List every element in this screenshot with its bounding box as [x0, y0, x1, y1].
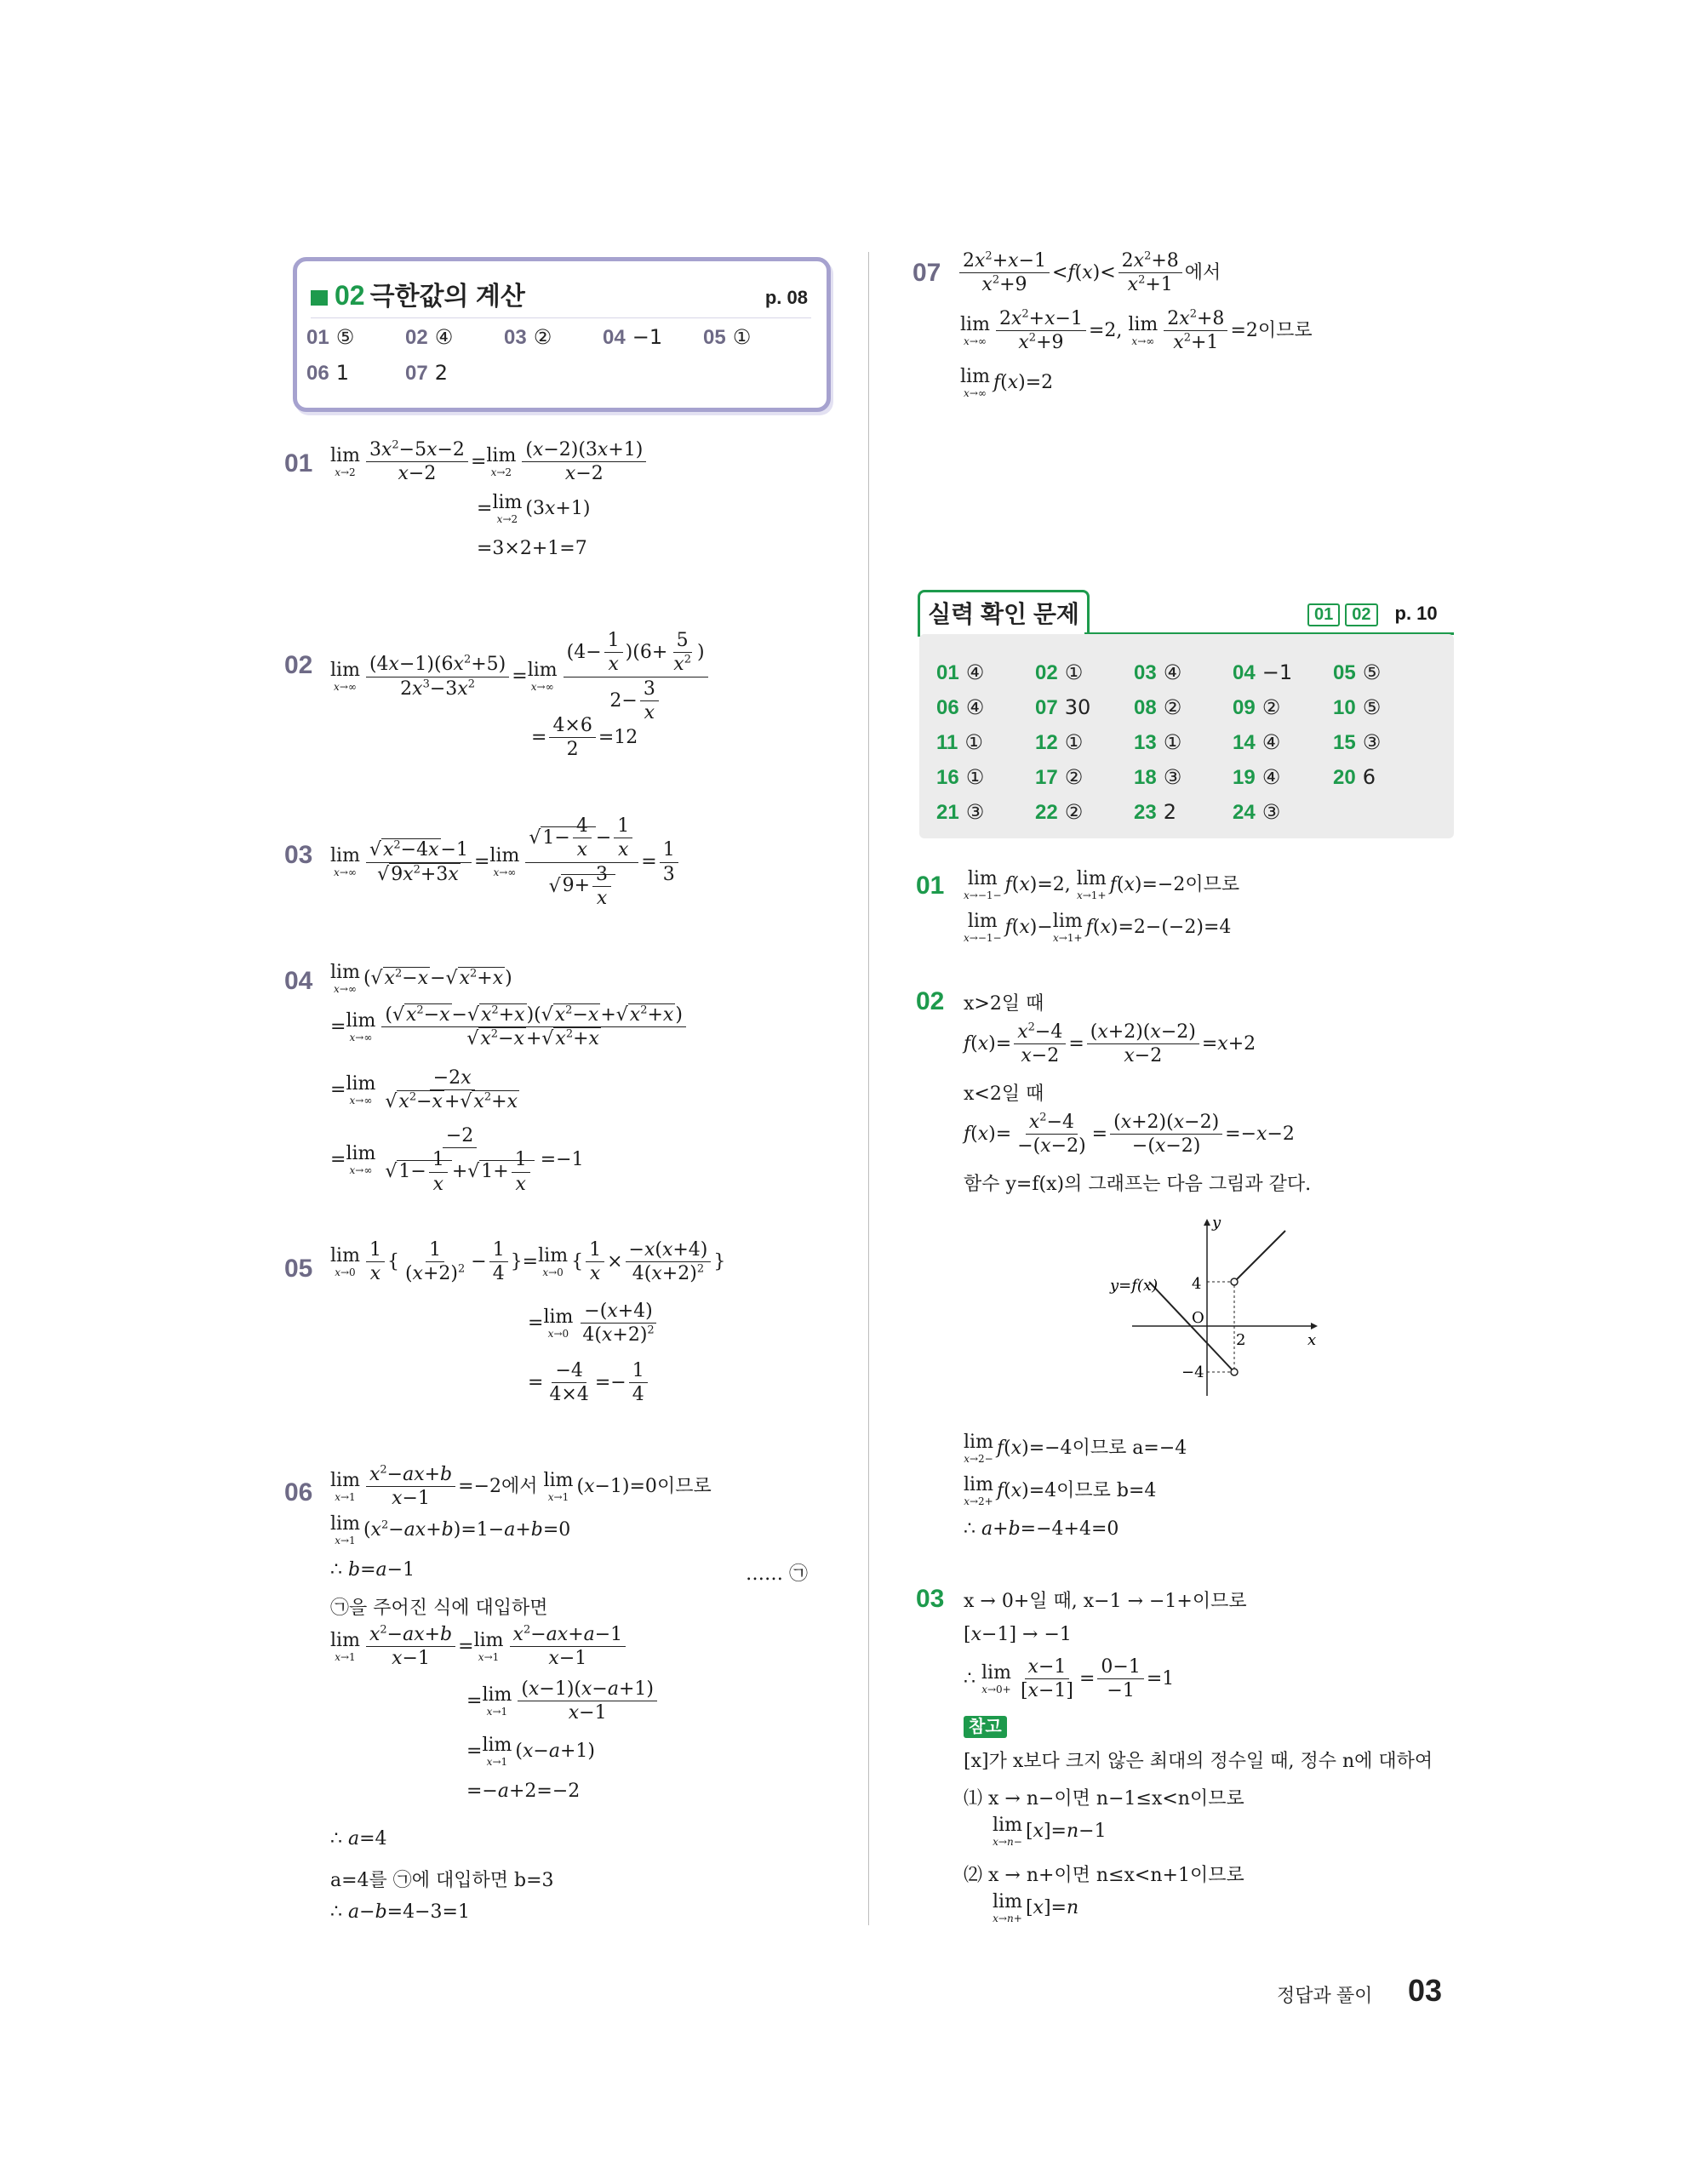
- solution-06-line10: a=4를 ㉠에 대입하면 b=3: [330, 1870, 554, 1891]
- solution-06-line3: ∴ b=a−1: [330, 1559, 415, 1581]
- y-tick-4: 4: [1192, 1275, 1202, 1293]
- answer-item: 02 ④: [405, 325, 454, 349]
- answer-item: 06 1: [306, 361, 349, 385]
- answer-item: 20 6: [1333, 765, 1376, 789]
- divider: [311, 317, 811, 318]
- section-icon: [311, 290, 328, 306]
- solution-06-line6: = lim x→1 $\frac{(x-1)(x-a+1)}{x-1}$: [466, 1678, 660, 1724]
- check-02-line5: ∴ a+b=−4+4=0: [964, 1518, 1119, 1540]
- solution-05-line3: = $\frac{-4}{4\times 4}$ =− $\frac{1}{4}$: [528, 1360, 650, 1406]
- check-tags: [1302, 603, 1438, 626]
- problem-number: 04: [284, 967, 313, 995]
- solution-04-line3: = lim x→∞ $\frac{-2x}{√x^2-x+√x^2+x}$: [330, 1067, 518, 1113]
- answer-item: 08 ②: [1134, 695, 1182, 719]
- note-text: [x]가 x보다 크지 않은 최대의 정수일 때, 정수 n에 대하여: [964, 1751, 1433, 1772]
- note-item-1-formula: lim x→n− [x]=n−1: [993, 1815, 1107, 1848]
- answer-item: 03 ④: [1134, 660, 1182, 684]
- check-02-line4: lim x→2+ f(x)=4이므로 b=4: [964, 1474, 1157, 1507]
- origin-label: O: [1192, 1309, 1204, 1327]
- column-divider: [868, 252, 869, 1925]
- answer-item: 19 ④: [1233, 765, 1281, 789]
- footer-label: 정답과 풀이: [1277, 1985, 1373, 2006]
- equation-marker: …… ㉠: [746, 1564, 808, 1585]
- problem-number: 07: [913, 259, 941, 287]
- solution-07-line2: lim x→∞ $\frac{2x^2+x-1}{x^2+9}$ =2, lim x→∞ $\frac{2x^2+8}{x^2+1}$ =2이므로: [960, 307, 1313, 354]
- answer-item: 03 ②: [504, 325, 552, 349]
- answer-item: 06 ④: [936, 695, 985, 719]
- solution-01-line3: =3×2+1=7: [477, 538, 587, 559]
- y-tick-neg4: −4: [1181, 1364, 1204, 1381]
- answer-item: 16 ①: [936, 765, 985, 789]
- problem-number: 03: [284, 841, 313, 869]
- y-axis-arrow: [1204, 1219, 1210, 1226]
- check-01-line2: lim x→−1− f(x)− lim x→1+ f(x)=2−(−2)=4: [964, 911, 1232, 944]
- check-02-graph-text: 함수 y=f(x)의 그래프는 다음 그림과 같다.: [964, 1174, 1312, 1195]
- graph-line-right: [1234, 1231, 1285, 1282]
- y-axis-label: y: [1212, 1214, 1221, 1232]
- check-03-line1: x → 0+일 때, x−1 → −1+이므로: [964, 1591, 1247, 1612]
- problem-number: 01: [284, 449, 313, 477]
- note-item-1: ⑴ x → n−이면 n−1≤x<n이므로: [964, 1788, 1244, 1810]
- answer-item: 18 ③: [1134, 765, 1182, 789]
- answer-item: 21 ③: [936, 800, 985, 824]
- check-02-line2: f(x)= $\frac{x^2-4}{-(x-2)}$ = $\frac{(x+2)(x-2)}{-(x-2)}$ =−x−2: [964, 1111, 1295, 1158]
- answer-item: 13 ①: [1134, 730, 1182, 754]
- solution-07-line3: lim x→∞ f(x)=2: [960, 366, 1054, 399]
- problem-number: 01: [916, 872, 945, 900]
- solution-04-line1: lim x→∞ $(√x^2-x-√x^2+x)$: [330, 962, 512, 995]
- solution-05-line1: lim x→0 $\frac{1}{x}$ { $\frac{1}{(x+2)^2}$ − $\frac{1}{4}$ }= lim x→0 { $\frac{1}{x}$ × $\frac{-x(x+4)}{4(x+2)^2}$ }: [330, 1239, 726, 1285]
- open-point-lower: [1231, 1369, 1238, 1375]
- answer-item: 22 ②: [1035, 800, 1084, 824]
- answer-item: 05 ⑤: [1333, 660, 1382, 684]
- solution-02-line2: = $\frac{4\times 6}{2}$ =12: [531, 715, 638, 761]
- solution-01-line2: = lim x→2 (3x+1): [477, 492, 591, 525]
- solution-06-line2: lim x→1 $(x^2-ax+b)=1-a+b=0$: [330, 1513, 571, 1547]
- function-graph: [1107, 1209, 1328, 1404]
- tag: 01: [1307, 603, 1340, 626]
- problem-number: 06: [284, 1478, 313, 1507]
- answer-item: 07 30: [1035, 695, 1091, 719]
- answer-item: 04 −1: [1233, 660, 1293, 684]
- answer-item: 02 ①: [1035, 660, 1084, 684]
- solution-06-line4: ㉠을 주어진 식에 대입하면: [330, 1598, 548, 1619]
- check-01-line1: lim x→−1− f(x)=2, lim x→1+ f(x)=−2이므로: [964, 868, 1240, 901]
- check-02-case1: x>2일 때: [964, 993, 1044, 1015]
- answer-item: 01 ④: [936, 660, 985, 684]
- answer-item: 09 ②: [1233, 695, 1281, 719]
- solution-06-line1: lim x→1 $\frac{x^2-ax+b}{x-1}$ =−2에서 lim x→1 (x−1)=0이므로: [330, 1463, 712, 1510]
- check-03-line3: ∴ lim x→0+ $\frac{x-1}{[x-1]}$ = $\frac{0-1}{-1}$ =1: [964, 1656, 1175, 1702]
- x-tick-2: 2: [1236, 1331, 1246, 1349]
- x-axis-label: x: [1307, 1331, 1317, 1349]
- note-item-2-formula: lim x→n+ [x]=n: [993, 1891, 1079, 1924]
- note-item-2: ⑵ x → n+이면 n≤x<n+1이므로: [964, 1865, 1244, 1886]
- answer-item: 14 ④: [1233, 730, 1281, 754]
- solution-06-line8: =−a+2=−2: [466, 1781, 581, 1802]
- answer-item: 04 −1: [603, 325, 663, 349]
- solution-05-line2: = lim x→0 $\frac{-(x+4)}{4(x+2)^2}$: [528, 1301, 661, 1346]
- answer-item: 05 ①: [703, 325, 752, 349]
- solution-06-line7: = lim x→1 (x−a+1): [466, 1735, 595, 1768]
- function-label: y=f(x): [1110, 1277, 1159, 1295]
- solution-06-line11: ∴ a−b=4−3=1: [330, 1901, 470, 1923]
- answer-item: 07 2: [405, 361, 448, 385]
- section-title: 02 극한값의 계산: [311, 275, 525, 312]
- solution-02-line1: lim x→∞ $\frac{(4x-1)(6x^2+5)}{2x^3-3x^2}$ = lim x→∞ (4− $\frac{1}{x}$ )(6+ $\frac{5}{x^2}$ ) 2− $\frac{3}{x}$: [330, 630, 711, 723]
- solution-06-line5: lim x→1 $\frac{x^2-ax+b}{x-1}$ = lim x→1 $\frac{x^2-ax+a-1}{x-1}$: [330, 1624, 628, 1670]
- answer-item: 24 ③: [1233, 800, 1281, 824]
- problem-number: 02: [916, 987, 945, 1015]
- answer-item: 23 2: [1134, 800, 1176, 824]
- problem-number: 03: [916, 1585, 945, 1613]
- page-ref: p. 08: [764, 287, 808, 308]
- open-point-upper: [1231, 1278, 1238, 1285]
- solution-06-line9: ∴ a=4: [330, 1828, 387, 1850]
- solution-07-line1: $\frac{2x^2+x-1}{x^2+9}$ <f(x)< $\frac{2x^2+8}{x^2+1}$ 에서: [957, 250, 1221, 296]
- x-axis-arrow: [1311, 1323, 1318, 1329]
- page-ref: p. 10: [1394, 603, 1438, 624]
- solution-04-line4: = lim x→∞ −2 √1− $\frac{1}{x}$ +√1+ $\frac{1}{x}$ =−1: [330, 1125, 584, 1195]
- answer-item: 17 ②: [1035, 765, 1084, 789]
- check-03-line2: [x−1] → −1: [964, 1624, 1072, 1645]
- graph-line-left: [1149, 1282, 1234, 1372]
- problem-number: 02: [284, 651, 313, 679]
- page-number: 03: [1408, 1973, 1443, 2008]
- solution-01-line1: lim x→2 $\frac{3x^2-5x-2}{x-2}$ = lim x→2 $\frac{(x-2)(3x+1)}{x-2}$: [330, 439, 649, 485]
- solution-03-line1: lim x→∞ $\frac{√x^2-4x-1}{√9x^2+3x}$ = lim x→∞ √1− $\frac{4}{x}$ − $\frac{1}{x}$ √9+ $\frac{3}{x}$ = $\frac{1}{3}$: [330, 815, 681, 909]
- answer-item: 15 ③: [1333, 730, 1382, 754]
- answer-item: 10 ⑤: [1333, 695, 1382, 719]
- check-title: 실력 확인 문제: [918, 590, 1090, 637]
- note-badge: 참고: [964, 1712, 1007, 1737]
- answer-item: 12 ①: [1035, 730, 1084, 754]
- answer-item: 01 ⑤: [306, 325, 355, 349]
- solution-04-line2: = lim x→∞ $\frac{(√x^2-x-√x^2+x)(√x^2-x+√x^2+x)}{√x^2-x+√x^2+x}$: [330, 1004, 689, 1050]
- check-02-case2: x<2일 때: [964, 1083, 1044, 1105]
- check-02-line1: f(x)= $\frac{x^2-4}{x-2}$ = $\frac{(x+2)(x-2)}{x-2}$ =x+2: [964, 1021, 1256, 1067]
- answer-item: 11 ①: [936, 730, 983, 754]
- problem-number: 05: [284, 1255, 313, 1283]
- tag: 02: [1345, 603, 1377, 626]
- check-02-line3: lim x→2− f(x)=−4이므로 a=−4: [964, 1432, 1187, 1465]
